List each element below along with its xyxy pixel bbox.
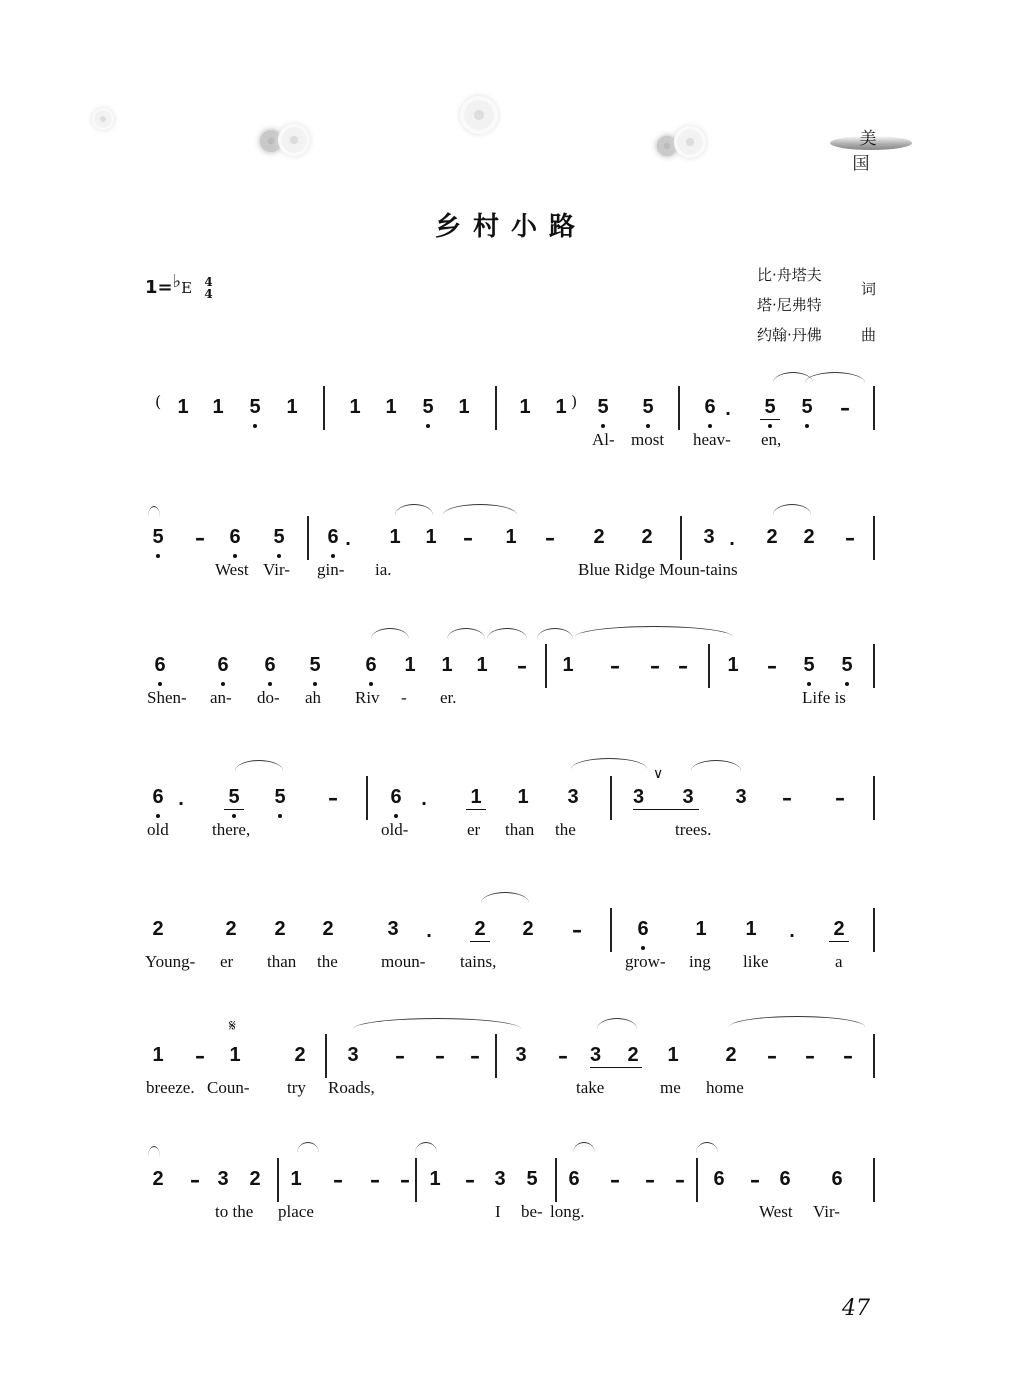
note: 3 bbox=[387, 918, 399, 940]
note: 1 bbox=[476, 654, 488, 676]
score-row-5 bbox=[145, 918, 880, 1008]
dash: – bbox=[645, 1168, 655, 1192]
score-row-2 bbox=[145, 526, 880, 616]
lyric: Coun- bbox=[207, 1078, 250, 1097]
slur bbox=[297, 1142, 319, 1153]
dash: – bbox=[435, 1044, 445, 1068]
lyric: Riv bbox=[355, 688, 380, 707]
credits bbox=[757, 260, 877, 350]
slur bbox=[148, 1146, 160, 1157]
lyric: gin- bbox=[317, 560, 345, 579]
note: 1 bbox=[458, 396, 470, 418]
note: 6 bbox=[361, 654, 381, 677]
lyric: there, bbox=[212, 820, 251, 839]
song-title: 乡村小路 bbox=[434, 212, 587, 242]
note: 2 bbox=[274, 918, 286, 940]
note: 1 bbox=[505, 526, 517, 548]
lyric: try bbox=[287, 1078, 306, 1097]
note: 5 bbox=[799, 654, 819, 677]
lyric: Shen- bbox=[147, 688, 187, 707]
lyricist-2: 塔·尼弗特 bbox=[757, 296, 822, 314]
lyric: most bbox=[631, 430, 665, 449]
lyric: er. bbox=[440, 688, 457, 707]
dash: – bbox=[840, 396, 850, 420]
note: 2 bbox=[249, 1168, 261, 1190]
key-prefix: 1= bbox=[145, 277, 173, 298]
note: 1 bbox=[695, 918, 707, 940]
lyric: West bbox=[215, 560, 249, 579]
lyric: place bbox=[278, 1202, 314, 1221]
dash: – bbox=[470, 1044, 480, 1068]
note: 5 bbox=[418, 396, 438, 419]
note: 2 bbox=[641, 526, 653, 548]
barline bbox=[610, 908, 612, 952]
note: 5 bbox=[760, 396, 780, 420]
note: 6 bbox=[700, 396, 720, 419]
lyric: me bbox=[660, 1078, 681, 1097]
barline bbox=[873, 1034, 875, 1078]
note: 1 bbox=[517, 786, 529, 808]
slur bbox=[148, 506, 160, 517]
lyric: Al- bbox=[592, 430, 615, 449]
augmentation-dot: · bbox=[345, 534, 352, 553]
lyric: Life is bbox=[802, 688, 846, 707]
note: 1 bbox=[667, 1044, 679, 1066]
lyric: heav- bbox=[693, 430, 731, 449]
augmentation-dot: · bbox=[178, 794, 185, 813]
note: 5 bbox=[148, 526, 168, 549]
lyric: trees. bbox=[675, 820, 712, 839]
dash: – bbox=[610, 654, 620, 678]
note: 5 bbox=[797, 396, 817, 419]
note: 1 bbox=[212, 396, 224, 418]
lyric: home bbox=[706, 1078, 744, 1097]
dash: – bbox=[395, 1044, 405, 1068]
paren-open: ( bbox=[155, 392, 162, 411]
note: 3 bbox=[494, 1168, 506, 1190]
note: 2 bbox=[470, 918, 490, 942]
slur bbox=[597, 1018, 637, 1029]
note: 5 bbox=[245, 396, 265, 419]
composer: 约翰·丹佛 bbox=[757, 326, 822, 344]
lyric: Roads, bbox=[328, 1078, 375, 1097]
lyric: ah bbox=[305, 688, 322, 707]
barline bbox=[873, 908, 875, 952]
note: 3 bbox=[515, 1044, 527, 1066]
note: 1 bbox=[177, 396, 189, 418]
note: 1 bbox=[745, 918, 757, 940]
note: 1 bbox=[562, 654, 574, 676]
note: 6 bbox=[260, 654, 280, 677]
slur bbox=[447, 628, 485, 639]
note: 3 bbox=[703, 526, 715, 548]
country-label: 美国 bbox=[852, 129, 897, 174]
note: 1 bbox=[229, 1044, 241, 1066]
note: 1 bbox=[349, 396, 361, 418]
barline bbox=[708, 644, 710, 688]
note: 6 bbox=[713, 1168, 725, 1190]
lyric: grow- bbox=[625, 952, 666, 971]
dash: – bbox=[843, 1044, 853, 1068]
barline bbox=[610, 776, 612, 820]
lyric: ing bbox=[689, 952, 711, 971]
flower-icon bbox=[460, 96, 498, 134]
barline bbox=[873, 1158, 875, 1202]
barline bbox=[307, 516, 309, 560]
flower-icon bbox=[92, 108, 114, 130]
lyric: old- bbox=[381, 820, 409, 839]
barline bbox=[366, 776, 368, 820]
dash: – bbox=[517, 654, 527, 678]
dash: – bbox=[835, 786, 845, 810]
key-note: E bbox=[181, 279, 193, 297]
lyric: breeze. bbox=[146, 1078, 195, 1097]
paren-close: ) bbox=[571, 392, 578, 411]
slur bbox=[537, 628, 573, 639]
note: 2 bbox=[725, 1044, 737, 1066]
dash: – bbox=[767, 654, 777, 678]
note: 1 bbox=[441, 654, 453, 676]
slur bbox=[443, 504, 517, 515]
slur bbox=[696, 1142, 718, 1153]
note: 2 bbox=[627, 1044, 639, 1066]
note: 2 bbox=[322, 918, 334, 940]
note-group: 3 bbox=[590, 1044, 642, 1068]
lyric: I bbox=[495, 1202, 501, 1221]
note: 6 bbox=[633, 918, 653, 941]
note: 5 bbox=[526, 1168, 538, 1190]
lyricist-role: 词 bbox=[861, 280, 877, 298]
note: 5 bbox=[270, 786, 290, 809]
dash: – bbox=[545, 526, 555, 550]
lyric: do- bbox=[257, 688, 280, 707]
note: 2 bbox=[803, 526, 815, 548]
time-signature bbox=[204, 276, 212, 300]
time-bottom: 4 bbox=[204, 287, 213, 301]
note: 6 bbox=[386, 786, 406, 809]
slur bbox=[395, 504, 433, 515]
lyric: a bbox=[835, 952, 843, 971]
segno-icon: 𝄋 bbox=[229, 1016, 236, 1035]
slur bbox=[235, 760, 283, 771]
note: 1 bbox=[429, 1168, 441, 1190]
dash: – bbox=[400, 1168, 410, 1192]
score-row-3 bbox=[145, 654, 880, 744]
dash: – bbox=[782, 786, 792, 810]
lyric: Vir- bbox=[263, 560, 290, 579]
note: 5 bbox=[269, 526, 289, 549]
composer-role: 曲 bbox=[861, 326, 877, 344]
score-row-1 bbox=[145, 392, 880, 486]
note: 3 bbox=[682, 786, 694, 808]
note: 6 bbox=[213, 654, 233, 677]
note: 5 bbox=[638, 396, 658, 419]
flat-icon: ♭ bbox=[172, 271, 182, 292]
lyric: - bbox=[401, 688, 407, 707]
lyric: ia. bbox=[375, 560, 392, 579]
note: 1 bbox=[389, 526, 401, 548]
slur bbox=[575, 626, 733, 637]
barline bbox=[277, 1158, 279, 1202]
dash: – bbox=[195, 1044, 205, 1068]
score-row-4 bbox=[145, 766, 880, 876]
note: 1 bbox=[555, 396, 567, 418]
note: 1 bbox=[290, 1168, 302, 1190]
barline bbox=[555, 1158, 557, 1202]
dash: – bbox=[463, 526, 473, 550]
note: 6 bbox=[225, 526, 245, 549]
lyric: er bbox=[467, 820, 481, 839]
dash: – bbox=[328, 786, 338, 810]
barline bbox=[873, 516, 875, 560]
dash: – bbox=[333, 1168, 343, 1192]
dash: – bbox=[370, 1168, 380, 1192]
note: 1 bbox=[466, 786, 486, 810]
lyric: Blue Ridge Moun-tains bbox=[578, 560, 738, 579]
note: 1 bbox=[385, 396, 397, 418]
slur bbox=[805, 372, 865, 383]
note: 5 bbox=[593, 396, 613, 419]
dash: – bbox=[767, 1044, 777, 1068]
note: 1 bbox=[727, 654, 739, 676]
time-top: 4 bbox=[204, 275, 213, 289]
note: 6 bbox=[323, 526, 343, 549]
note: 6 bbox=[148, 786, 168, 809]
barline bbox=[495, 386, 497, 430]
lyric: West bbox=[759, 1202, 793, 1221]
key-signature bbox=[145, 271, 213, 301]
dash: – bbox=[465, 1168, 475, 1192]
breath-mark-icon: ∨ bbox=[653, 766, 664, 782]
note: 6 bbox=[779, 1168, 791, 1190]
note: 2 bbox=[152, 1168, 164, 1190]
note: 2 bbox=[766, 526, 778, 548]
barline bbox=[545, 644, 547, 688]
note: 1 bbox=[152, 1044, 164, 1066]
augmentation-dot: · bbox=[729, 534, 736, 553]
slur bbox=[353, 1018, 521, 1029]
lyric: long. bbox=[550, 1202, 585, 1221]
lyric: the bbox=[555, 820, 576, 839]
note: 6 bbox=[568, 1168, 580, 1190]
barline bbox=[415, 1158, 417, 1202]
lyric: Vir- bbox=[813, 1202, 840, 1221]
dash: – bbox=[845, 526, 855, 550]
barline bbox=[678, 386, 680, 430]
barline bbox=[680, 516, 682, 560]
slur bbox=[573, 1142, 595, 1153]
slur bbox=[481, 892, 529, 903]
note-group: 3 bbox=[633, 786, 699, 810]
lyric: moun- bbox=[381, 952, 426, 971]
lyric: old bbox=[147, 820, 169, 839]
note: 3 bbox=[217, 1168, 229, 1190]
barline bbox=[325, 1034, 327, 1078]
score-row-7 bbox=[145, 1168, 880, 1258]
note: 5 bbox=[224, 786, 244, 810]
augmentation-dot: · bbox=[421, 794, 428, 813]
dash: – bbox=[190, 1168, 200, 1192]
score-row-6 bbox=[145, 1016, 880, 1134]
lyric: the bbox=[317, 952, 338, 971]
barline bbox=[323, 386, 325, 430]
slur bbox=[487, 628, 527, 639]
lyric: than bbox=[267, 952, 297, 971]
dash: – bbox=[572, 918, 582, 942]
barline bbox=[873, 386, 875, 430]
lyric: en, bbox=[761, 430, 782, 449]
barline bbox=[873, 644, 875, 688]
dash: – bbox=[678, 654, 688, 678]
slur bbox=[773, 504, 811, 515]
lyricist-1: 比·舟塔夫 bbox=[757, 266, 822, 284]
note: 3 bbox=[347, 1044, 359, 1066]
lyric: er bbox=[220, 952, 234, 971]
note: 6 bbox=[150, 654, 170, 677]
dash: – bbox=[195, 526, 205, 550]
note: 2 bbox=[294, 1044, 306, 1066]
note: 5 bbox=[837, 654, 857, 677]
note: 1 bbox=[404, 654, 416, 676]
note: 1 bbox=[425, 526, 437, 548]
lyric: an- bbox=[210, 688, 232, 707]
country-badge bbox=[830, 124, 912, 174]
slur bbox=[415, 1142, 437, 1153]
flower-icon bbox=[674, 126, 706, 158]
lyric: be- bbox=[521, 1202, 543, 1221]
lyric: tains, bbox=[460, 952, 497, 971]
lyric: take bbox=[576, 1078, 605, 1097]
lyric: than bbox=[505, 820, 535, 839]
augmentation-dot: · bbox=[789, 926, 796, 945]
slur bbox=[371, 628, 409, 639]
note: 3 bbox=[735, 786, 747, 808]
note: 2 bbox=[225, 918, 237, 940]
slur bbox=[691, 760, 741, 771]
barline bbox=[696, 1158, 698, 1202]
lyric: to the bbox=[215, 1202, 254, 1221]
lyric: like bbox=[743, 952, 769, 971]
dash: – bbox=[610, 1168, 620, 1192]
note: 1 bbox=[286, 396, 298, 418]
lyric: Young- bbox=[145, 952, 196, 971]
page-number: 47 bbox=[842, 1296, 870, 1321]
note: 2 bbox=[152, 918, 164, 940]
dash: – bbox=[675, 1168, 685, 1192]
slur bbox=[729, 1016, 865, 1027]
note: 6 bbox=[831, 1168, 843, 1190]
dash: – bbox=[558, 1044, 568, 1068]
note: 2 bbox=[593, 526, 605, 548]
dash: – bbox=[805, 1044, 815, 1068]
barline bbox=[495, 1034, 497, 1078]
note: 1 bbox=[519, 396, 531, 418]
flower-icon bbox=[278, 124, 310, 156]
barline bbox=[873, 776, 875, 820]
slur bbox=[571, 758, 647, 769]
dash: – bbox=[650, 654, 660, 678]
note: 2 bbox=[522, 918, 534, 940]
note: 5 bbox=[305, 654, 325, 677]
augmentation-dot: · bbox=[426, 926, 433, 945]
dash: – bbox=[750, 1168, 760, 1192]
augmentation-dot: · bbox=[725, 404, 732, 423]
note: 2 bbox=[829, 918, 849, 942]
note: 3 bbox=[567, 786, 579, 808]
